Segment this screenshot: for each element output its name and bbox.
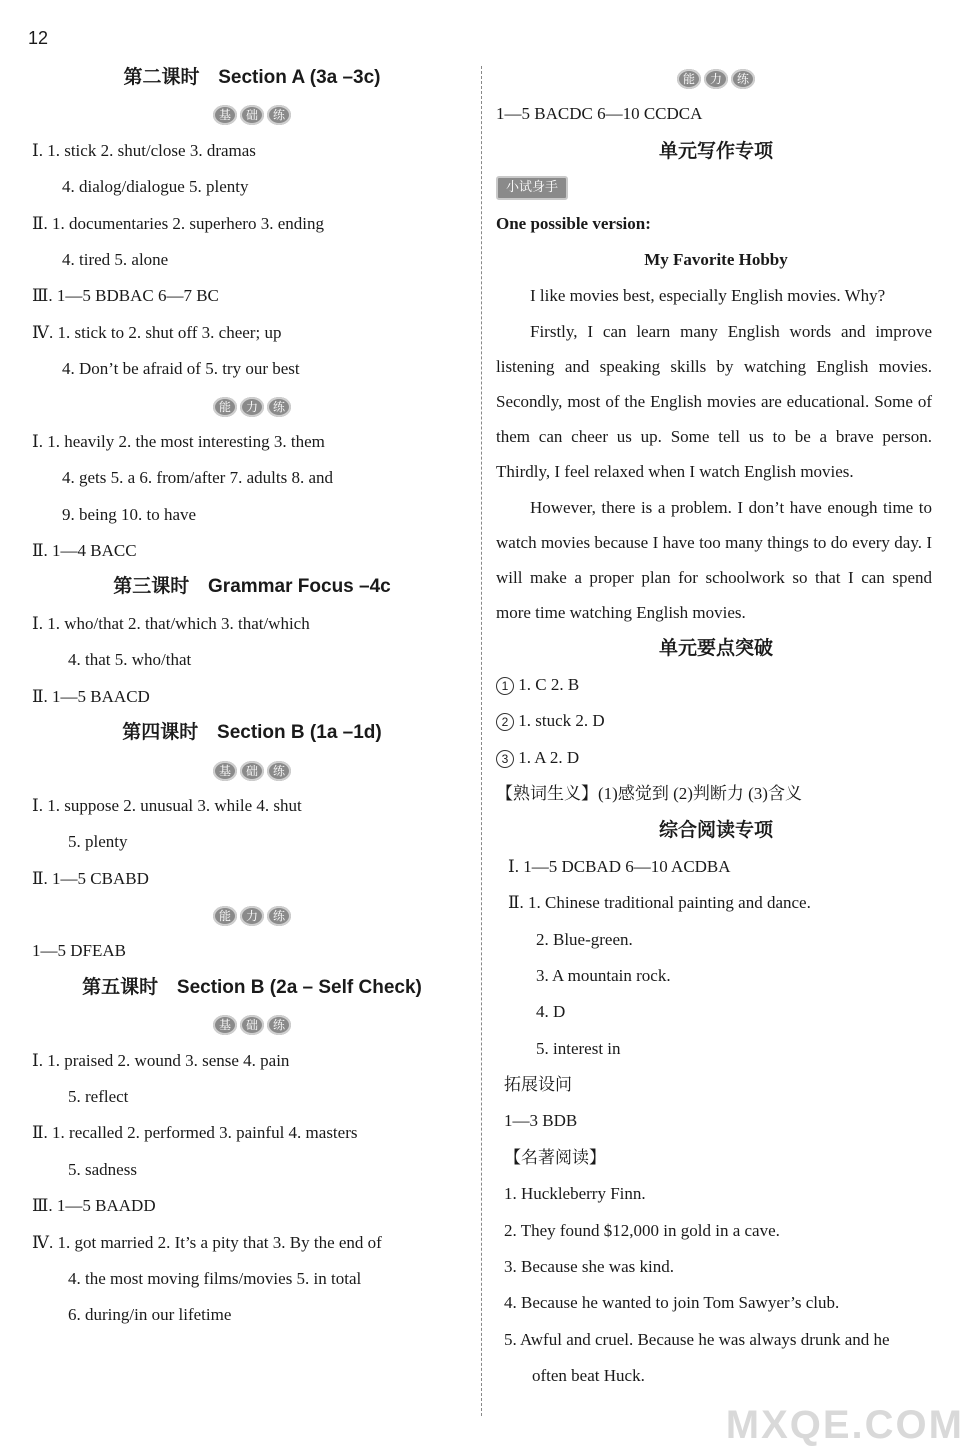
answer-line: 4. dialog/dialogue 5. plenty <box>62 177 249 197</box>
basic-practice-badge: 基 础 练 <box>32 96 472 132</box>
answer-line: 4. D <box>536 1002 566 1022</box>
answer-line: Ⅰ. 1. praised 2. wound 3. sense 4. pain <box>32 1050 290 1070</box>
key-point-line: 1 1. C 2. B <box>496 667 936 703</box>
section-heading-3 <box>32 569 472 605</box>
shuci-line: 【熟词生义】(1)感觉到 (2)判断力 (3)含义 <box>496 783 802 803</box>
answer-line: 2. They found $12,000 in gold in a cave. <box>504 1220 780 1240</box>
right-column <box>496 60 936 1395</box>
basic-practice-badge: 基 础 练 <box>32 1006 472 1042</box>
answer-line: 4. tired 5. alone <box>62 249 169 269</box>
answer-line: 1—5 DFEAB <box>32 941 126 961</box>
key-points-title: 单元要点突破 <box>658 637 773 660</box>
lesson-label: 第五课时 <box>82 976 159 998</box>
answer-line: Ⅱ. 1—5 CBABD <box>32 868 149 888</box>
answer-line: Ⅲ. 1—5 BDBAC 6—7 BC <box>32 286 219 306</box>
section-label: Grammar Focus –4c <box>208 576 391 598</box>
answer-line: 4. that 5. who/that <box>68 650 192 670</box>
circled-number: 3 <box>496 750 514 768</box>
answer-line: 5. Awful and cruel. Because he was always drunk and he <box>504 1329 890 1349</box>
answer-line: 1—3 BDB <box>504 1111 578 1131</box>
answer-line: Ⅱ. 1. documentaries 2. superhero 3. ending <box>32 213 324 233</box>
writing-section-title: 单元写作专项 <box>658 139 773 162</box>
answer-line: 1. Huckleberry Finn. <box>504 1184 646 1204</box>
left-column <box>32 60 472 1334</box>
answer-line: Ⅰ. 1. who/that 2. that/which 3. that/which <box>32 613 310 633</box>
lesson-label: 第三课时 <box>113 576 190 598</box>
reading-section-title: 综合阅读专项 <box>658 819 773 842</box>
watermark: MXQE.COM <box>725 1403 964 1447</box>
classic-reading-label: 【名著阅读】 <box>504 1147 606 1167</box>
answer-line: 5. reflect <box>68 1086 129 1106</box>
answer-line: 5. plenty <box>68 832 128 852</box>
basic-practice-badge: 基 础 练 <box>32 751 472 787</box>
answer-line: 2. Blue-green. <box>536 929 633 949</box>
lesson-label: 第四课时 <box>122 722 199 744</box>
answer-line: Ⅳ. 1. got married 2. It’s a pity that 3. By the end of <box>32 1232 382 1252</box>
try-badge-row <box>496 169 936 205</box>
answer-line: 9. being 10. to have <box>62 504 197 524</box>
answer-line: 4. Because he wanted to join Tom Sawyer’s club. <box>504 1293 840 1313</box>
answer-line: Ⅰ. 1. stick 2. shut/close 3. dramas <box>32 140 256 160</box>
answer-line: 3. A mountain rock. <box>536 965 671 985</box>
section-heading-2 <box>32 60 472 96</box>
answer-line: 1—5 BACDC 6—10 CCDCA <box>496 104 703 124</box>
extension-label: 拓展设问 <box>504 1075 572 1095</box>
essay-paragraph: I like movies best, especially English movies. Why? <box>530 286 886 306</box>
answer-line: Ⅳ. 1. stick to 2. shut off 3. cheer; up <box>32 322 282 342</box>
answer-line: Ⅱ. 1—4 BACC <box>32 541 137 561</box>
section-heading-5 <box>32 970 472 1006</box>
section-label: Section B (2a – Self Check) <box>176 976 422 998</box>
answer-line: 4. the most moving films/movies 5. in total <box>68 1268 362 1288</box>
version-label: One possible version: <box>496 213 651 233</box>
answer-line: Ⅱ. 1—5 BAACD <box>32 686 150 706</box>
answer-line: 3. Because she was kind. <box>504 1257 674 1277</box>
answer-line: 6. during/in our lifetime <box>68 1305 232 1325</box>
answer-line: often beat Huck. <box>532 1366 645 1386</box>
circled-number: 1 <box>496 677 514 695</box>
key-point-line: 3 1. A 2. D <box>496 740 936 776</box>
try-badge: 小试身手 <box>496 176 568 200</box>
answer-line: Ⅱ. 1. Chinese traditional painting and dance. <box>508 893 811 913</box>
answer-line: Ⅰ. 1—5 DCBAD 6—10 ACDBA <box>508 856 731 876</box>
answer-line: Ⅲ. 1—5 BAADD <box>32 1196 156 1216</box>
answer-line: Ⅰ. 1. suppose 2. unusual 3. while 4. shut <box>32 795 302 815</box>
answer-line: 4. Don’t be afraid of 5. try our best <box>62 359 300 379</box>
section-label: Section A (3a –3c) <box>218 67 381 88</box>
essay-paragraph: Firstly, I can learn many English words and improve listening and speaking skills by watching English movies. Secondly, most of the English movies are educational. Some of them can cheer us up. Some tell us to be a brave person. Thirdly, I feel relaxed when I watch English movies. <box>496 321 932 482</box>
section-label: Section B (1a –1d) <box>217 722 382 744</box>
column-divider <box>481 66 482 1416</box>
circled-number: 2 <box>496 713 514 731</box>
answer-line: 4. gets 5. a 6. from/after 7. adults 8. and <box>62 468 333 488</box>
ability-practice-badge: 能 力 练 <box>32 897 472 933</box>
answer-line: 5. interest in <box>536 1038 621 1058</box>
answer-line: 5. sadness <box>68 1159 137 1179</box>
ability-practice-badge: 能 力 练 <box>32 388 472 424</box>
section-heading-4 <box>32 715 472 751</box>
essay-body <box>496 278 932 630</box>
page-number: 12 <box>28 28 49 48</box>
ability-practice-badge: 能 力 练 <box>496 60 936 96</box>
key-point-line: 2 1. stuck 2. D <box>496 703 936 739</box>
answer-line: Ⅰ. 1. heavily 2. the most interesting 3. them <box>32 431 325 451</box>
answer-line: Ⅱ. 1. recalled 2. performed 3. painful 4. masters <box>32 1123 358 1143</box>
essay-title: My Favorite Hobby <box>644 249 788 269</box>
essay-paragraph: However, there is a problem. I don’t have enough time to watch movies because I have too many things to do every day. I will make a proper plan for schoolwork so that I can spend more time watching English movies. <box>496 497 932 623</box>
lesson-label: 第二课时 <box>123 67 200 88</box>
